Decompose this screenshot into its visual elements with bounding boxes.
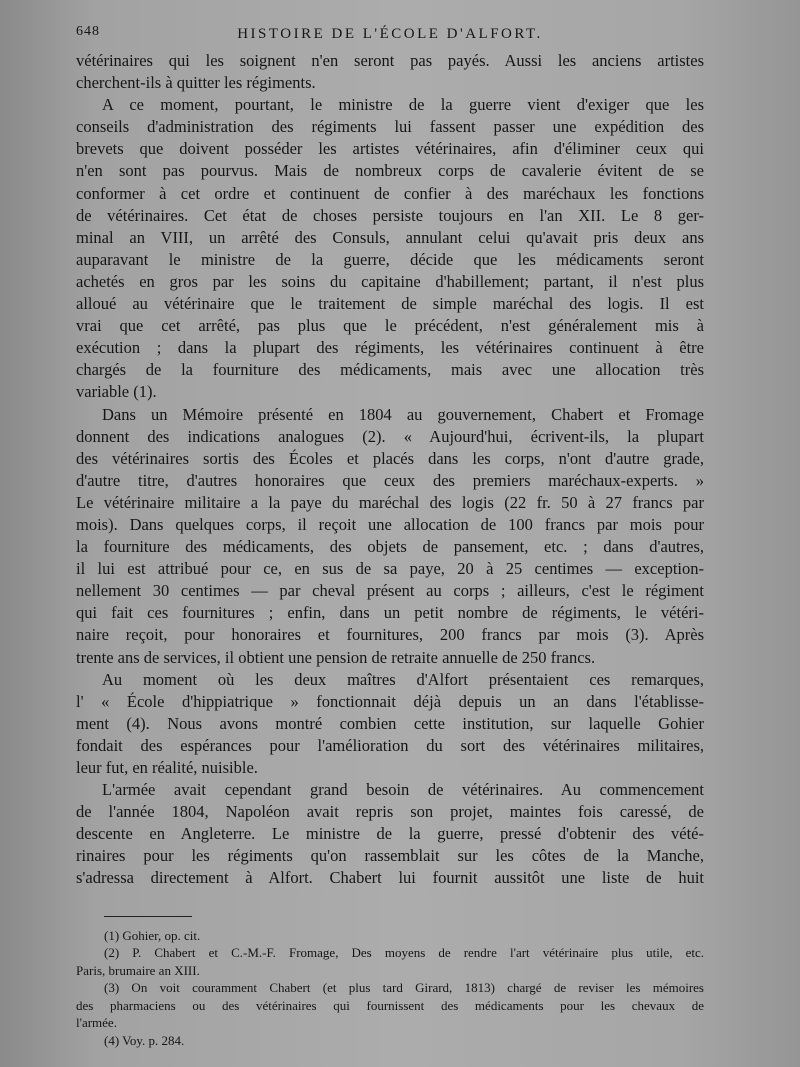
text-line: s'adressa directement à Alfort. Chabert lui fournit aussitôt une liste de huit — [76, 868, 704, 888]
text-line: A ce moment, pourtant, le ministre de la guerre vient d'exiger que les — [102, 95, 704, 115]
text-line: conseils d'administration des régiments lui fassent passer une expédition des — [76, 117, 704, 137]
text-line: il lui est attribué pour ce, en sus de sa paye, 20 à 25 centimes — exception- — [76, 559, 704, 579]
text-line: L'armée avait cependant grand besoin de vétérinaires. Au commencement — [102, 780, 704, 800]
text-line: trente ans de services, il obtient une pension de retraite annuelle de 250 francs. — [76, 647, 596, 667]
text-line: des vétérinaires sortis des Écoles et placés dans les corps, n'ont d'autre grade, — [76, 448, 704, 468]
text-line: brevets que doivent posséder les artistes vétérinaires, afin d'éliminer ceux qui — [76, 139, 704, 159]
footnote-line: des pharmaciens ou des vétérinaires qui fournissent des médicaments pour les chevaux de — [76, 997, 704, 1013]
text-line: la fourniture des médicaments, des objets de pansement, etc. ; dans d'autres, — [76, 537, 704, 557]
text-line: nellement 30 centimes — par cheval présent au corps ; ailleurs, c'est le régiment — [76, 581, 704, 601]
text-line: l' « École d'hippiatrique » fonctionnait déjà depuis un an dans l'établisse- — [76, 691, 704, 711]
footnote-line: (1) Gohier, op. cit. — [104, 927, 201, 943]
text-line: Au moment où les deux maîtres d'Alfort présentaient ces remarques, — [102, 669, 704, 689]
page-header — [76, 18, 704, 48]
text-line: mois). Dans quelques corps, il reçoit une allocation de 100 francs par mois pour — [76, 514, 704, 534]
footnote-line: (4) Voy. p. 284. — [104, 1032, 185, 1048]
text-line: donnent des indications analogues (2). « Aujourd'hui, écrivent-ils, la plupart — [76, 426, 704, 446]
text-line: d'autre titre, d'autres honoraires que ceux des premiers maréchaux-experts. » — [76, 470, 704, 490]
text-line: rinaires pour les régiments qu'on rassemblait sur les côtes de la Manche, — [76, 846, 704, 866]
text-line: ment (4). Nous avons montré combien cette institution, sur laquelle Gohier — [76, 713, 704, 733]
text-line: minal an VIII, un arrêté des Consuls, annulant celui qu'avait pris deux ans — [76, 227, 704, 247]
text-line: naire reçoit, pour honoraires et fournitures, 200 francs par mois (3). Après — [76, 625, 704, 645]
text-line: chargés de la fourniture des médicaments, mais avec une allocation très — [76, 360, 704, 380]
footnote-line: l'armée. — [76, 1015, 117, 1031]
text-line: qui fait ces fournitures ; enfin, dans un petit nombre de régiments, le vétéri- — [76, 603, 704, 623]
text-line: n'en sont pas pourvus. Mais de nombreux corps de cavalerie évitent de se — [76, 161, 704, 181]
text-line: conformer à cet ordre et continuent de confier à des maréchaux les fonctions — [76, 183, 704, 203]
text-line: descente en Angleterre. Le ministre de la guerre, pressé d'obtenir des vété- — [76, 824, 704, 844]
footnotes — [76, 927, 704, 1050]
book-page — [76, 18, 704, 1049]
text-line: vétérinaires qui les soignent n'en seront pas payés. Aussi les anciens artistes — [76, 51, 704, 70]
page-number: 648 — [76, 24, 100, 39]
text-line: vrai que cet arrêté, pas plus que le précédent, n'est généralement mis à — [76, 316, 704, 336]
text-line: variable (1). — [76, 382, 157, 402]
body-text — [76, 50, 704, 890]
text-line: cherchent-ils à quitter les régiments. — [76, 73, 316, 93]
text-line: exécution ; dans la plupart des régiments, les vétérinaires continuent à être — [76, 338, 704, 358]
footnote-line: (2) P. Chabert et C.-M.-F. Fromage, Des moyens de rendre l'art vétérinaire plus utile, etc. — [104, 945, 704, 961]
footnote-line: Paris, brumaire an XIII. — [76, 962, 200, 978]
text-line: alloué au vétérinaire que le traitement de simple maréchal des logis. Il est — [76, 294, 704, 314]
text-line: fondait des espérances pour l'amélioration du sort des vétérinaires militaires, — [76, 735, 704, 755]
text-line: de l'année 1804, Napoléon avait repris son projet, maintes fois caressé, de — [76, 802, 704, 822]
text-line: leur fut, en réalité, nuisible. — [76, 758, 258, 777]
text-line: auparavant le ministre de la guerre, décide que les médicaments seront — [76, 249, 704, 269]
text-line: achetés en gros par les soins du capitaine d'habillement; partant, il n'est plus — [76, 271, 704, 291]
text-line: de vétérinaires. Cet état de choses persiste toujours en l'an XII. Le 8 ger- — [76, 205, 704, 225]
footnote-rule — [104, 916, 192, 917]
footnote-line: (3) On voit couramment Chabert (et plus tard Girard, 1813) chargé de reviser les mémoires — [104, 980, 704, 996]
running-title: HISTOIRE DE L'ÉCOLE D'ALFORT. — [237, 26, 543, 42]
text-line: Le vétérinaire militaire a la paye du maréchal des logis (22 fr. 50 à 27 francs par — [76, 492, 704, 512]
text-line: Dans un Mémoire présenté en 1804 au gouvernement, Chabert et Fromage — [102, 404, 704, 424]
